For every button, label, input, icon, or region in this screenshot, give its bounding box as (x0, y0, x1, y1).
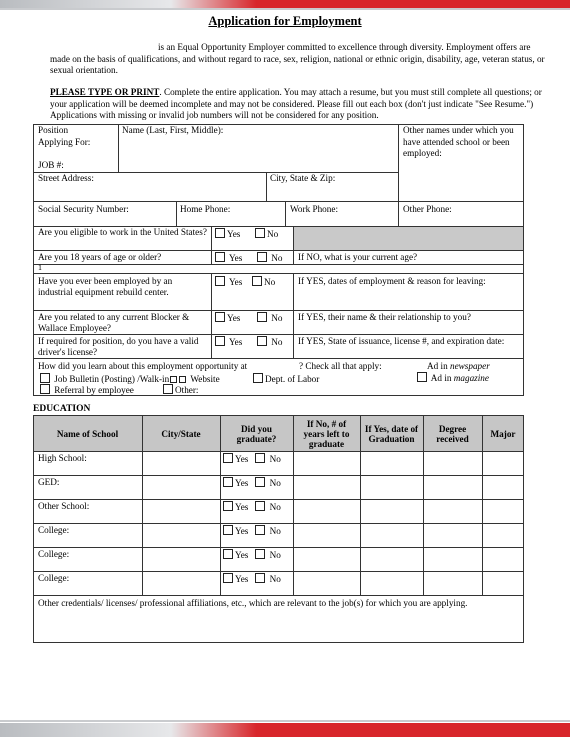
age-no-checkbox[interactable] (257, 252, 267, 262)
learn-question: How did you learn about this employment opportunity at (38, 361, 248, 371)
website-checkbox[interactable] (179, 376, 186, 383)
other-option[interactable]: Other: (163, 384, 198, 396)
other-credentials-label: Other credentials/ licenses/ professional affiliations, etc., which are relevant to the job(s) for which you are applying. (38, 598, 468, 608)
grad-yes-no[interactable]: Yes No (223, 525, 281, 537)
employed-yes[interactable]: Yes (215, 276, 242, 288)
related-yes[interactable]: Yes (215, 312, 240, 324)
grad-yes-checkbox[interactable] (223, 453, 233, 463)
row-label-college: College: (38, 525, 70, 535)
grad-no-checkbox[interactable] (255, 453, 265, 463)
grad-yes-checkbox[interactable] (223, 501, 233, 511)
dept-labor-option[interactable]: Dept. of Labor (253, 373, 319, 385)
eligible-yes-checkbox[interactable] (215, 228, 225, 238)
eligible-question: Are you eligible to work in the United States? (38, 227, 207, 237)
grad-no-checkbox[interactable] (255, 573, 265, 583)
age-question: Are you 18 years of age or older? (38, 252, 162, 262)
license-no[interactable]: No (257, 336, 283, 348)
eligible-shaded-cell (293, 226, 524, 251)
license-yes[interactable]: Yes (215, 336, 242, 348)
applying-for-label: Applying For: (38, 137, 91, 147)
col-grad-date: If Yes, date of Graduation (364, 423, 419, 444)
learn-check-all: ? Check all that apply: (299, 361, 382, 371)
age-yes[interactable]: Yes (215, 252, 242, 264)
license-question: If required for position, do you have a valid driver's license? (38, 336, 199, 357)
col-city-state: City/State (161, 428, 201, 439)
grad-yes-no[interactable]: Yes No (223, 573, 281, 585)
street-address-label: Street Address: (38, 173, 94, 183)
employment-dates-label: If YES, dates of employment & reason for leaving: (298, 276, 486, 286)
top-decorative-bar (0, 0, 570, 8)
referral-option[interactable]: Referral by employee (40, 384, 134, 396)
license-yes-checkbox[interactable] (215, 336, 225, 346)
page-title: Application for Employment (208, 14, 362, 28)
eligible-yes[interactable]: Yes (215, 228, 240, 240)
grad-yes-checkbox[interactable] (223, 549, 233, 559)
license-details-label: If YES, State of issuance, license #, and expiration date: (298, 336, 505, 346)
employed-yes-checkbox[interactable] (215, 276, 225, 286)
employed-question: Have you ever been employed by an industrial equipment rebuild center. (38, 276, 173, 297)
row-label-ged: GED: (38, 477, 60, 487)
grad-yes-no[interactable]: Yes No (223, 477, 281, 489)
education-heading: EDUCATION (33, 404, 91, 414)
row-label-other-school: Other School: (38, 501, 90, 511)
row-label-college: College: (38, 573, 70, 583)
job-bulletin-option[interactable]: Job Bulletin (Posting) /Walk-in Website (40, 373, 220, 385)
related-no[interactable]: No (257, 312, 283, 324)
row-label-high-school: High School: (38, 453, 87, 463)
ad-magazine-checkbox[interactable] (417, 372, 427, 382)
referral-checkbox[interactable] (40, 384, 50, 394)
walkin-checkbox[interactable] (170, 376, 177, 383)
city-state-zip-label: City, State & Zip: (270, 173, 336, 183)
col-years-left: If No, # of years left to graduate (303, 418, 350, 449)
relationship-label: If YES, their name & their relationship to you? (298, 312, 471, 322)
other-phone-label: Other Phone: (403, 204, 452, 214)
grad-yes-checkbox[interactable] (223, 477, 233, 487)
dept-labor-checkbox[interactable] (253, 373, 263, 383)
col-graduated: Did you graduate? (236, 423, 277, 444)
instructions-lead: PLEASE TYPE OR PRINT (50, 87, 160, 97)
ssn-label: Social Security Number: (38, 204, 129, 214)
related-question: Are you related to any current Blocker & Wallace Employee? (38, 312, 190, 333)
grad-no-checkbox[interactable] (255, 525, 265, 535)
grad-no-checkbox[interactable] (255, 501, 265, 511)
ad-magazine-option[interactable]: Ad in magazine (417, 372, 489, 384)
position-label: Position (38, 125, 69, 135)
row-label-college: College: (38, 549, 70, 559)
age-no[interactable]: No (257, 252, 283, 264)
col-major: Major (490, 428, 516, 439)
bottom-decorative-bar (0, 723, 570, 737)
grad-yes-checkbox[interactable] (223, 525, 233, 535)
grad-yes-no[interactable]: Yes No (223, 453, 281, 465)
job-number-label: JOB #: (38, 160, 64, 170)
col-school-name: Name of School (56, 428, 119, 439)
home-phone-label: Home Phone: (180, 204, 231, 214)
grad-yes-no[interactable]: Yes No (223, 501, 281, 513)
eligible-no[interactable]: No (255, 228, 278, 240)
related-yes-checkbox[interactable] (215, 312, 225, 322)
grad-yes-checkbox[interactable] (223, 573, 233, 583)
instructions-text: . Complete the entire application. You may attach a resume, but you must still complete all questions; or your application will be deemed incomplete and may not be considered. Please fill out each box (don't just indicate "See Resume.") Applications with missing or invalid job numbers will not be considered for any position. (50, 87, 542, 120)
job-bulletin-checkbox[interactable] (40, 373, 50, 383)
eeo-statement: is an Equal Opportunity Employer committed to excellence through diversity. Employment offers are made on the basis of qualifications, and without regard to race, sex, religion, national or ethnic origin, disability, age, veteran status, or sexual orientation. (50, 42, 545, 75)
eligible-no-checkbox[interactable] (255, 228, 265, 238)
employed-no[interactable]: No (252, 276, 275, 288)
grad-no-checkbox[interactable] (255, 477, 265, 487)
license-no-checkbox[interactable] (257, 336, 267, 346)
name-label: Name (Last, First, Middle): (122, 125, 224, 135)
current-age-label: If NO, what is your current age? (298, 252, 418, 262)
related-no-checkbox[interactable] (257, 312, 267, 322)
grad-no-checkbox[interactable] (255, 549, 265, 559)
instructions (50, 87, 550, 122)
work-phone-label: Work Phone: (290, 204, 339, 214)
other-checkbox[interactable] (163, 384, 173, 394)
row-number: 1 (38, 263, 42, 272)
ad-newspaper-option[interactable]: Ad in newspaper (427, 361, 490, 371)
grad-yes-no[interactable]: Yes No (223, 549, 281, 561)
age-yes-checkbox[interactable] (215, 252, 225, 262)
employed-no-checkbox[interactable] (252, 276, 262, 286)
other-names-label: Other names under which you have attended school or been employed: (403, 125, 514, 158)
col-degree: Degree received (436, 423, 469, 444)
